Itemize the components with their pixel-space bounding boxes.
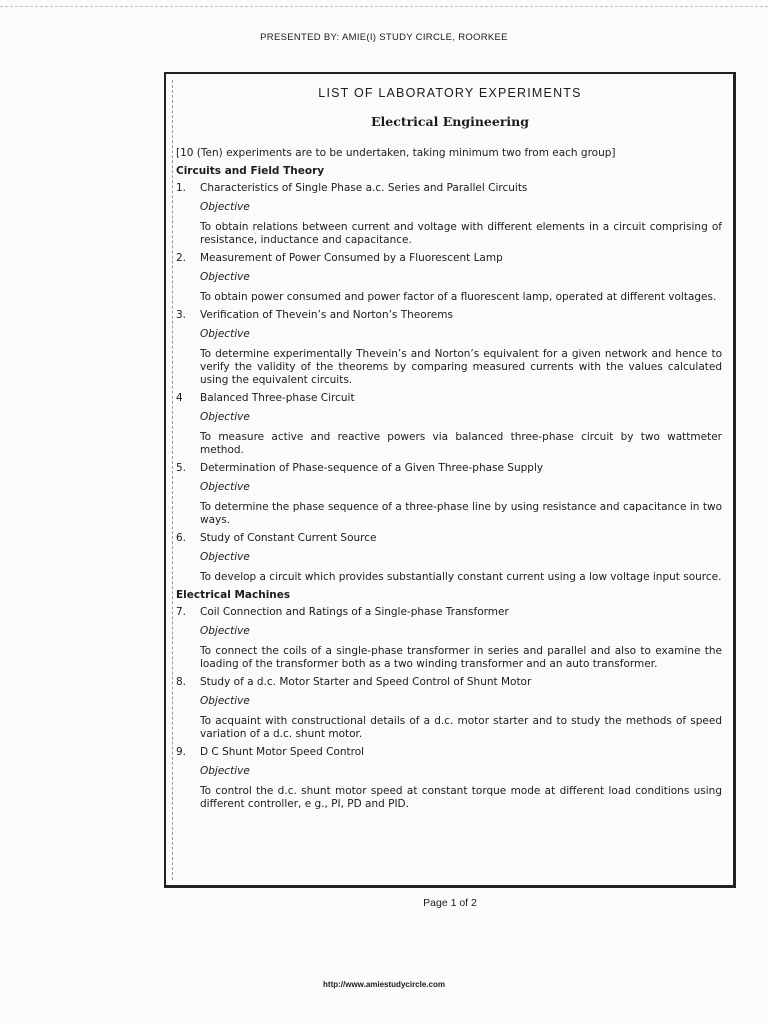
scan-edge-line <box>0 6 768 7</box>
item-title: Balanced Three-phase Circuit <box>200 392 355 404</box>
experiment-item <box>176 182 722 247</box>
experiment-item <box>176 746 722 811</box>
item-title: Determination of Phase-sequence of a Given Three-phase Supply <box>200 462 544 474</box>
objective-label: Objective <box>200 271 250 283</box>
item-number: 3. <box>176 309 187 321</box>
objective-label: Objective <box>200 695 250 707</box>
experiment-item <box>176 309 722 387</box>
experiment-item <box>176 532 722 584</box>
item-title: Characteristics of Single Phase a.c. Series and Parallel Circuits <box>200 182 528 194</box>
document-title: LIST OF LABORATORY EXPERIMENTS <box>318 86 582 100</box>
item-title: Measurement of Power Consumed by a Fluorescent Lamp <box>200 252 503 264</box>
item-number: 7. <box>176 606 187 618</box>
group-heading: Electrical Machines <box>176 589 291 601</box>
objective-label: Objective <box>200 201 250 213</box>
objective-text: To control the d.c. shunt motor speed at constant torque mode at different load conditions using different controller, e g., PI, PD and PID. <box>200 785 722 810</box>
item-title: Study of a d.c. Motor Starter and Speed Control of Shunt Motor <box>200 676 532 688</box>
objective-text: To determine the phase sequence of a three-phase line by using resistance and capacitance in two ways. <box>200 501 722 526</box>
experiment-item <box>176 252 722 304</box>
group-machines <box>176 589 722 811</box>
objective-text: To develop a circuit which provides substantially constant current using a low voltage input source. <box>200 571 722 583</box>
footer-url: http://www.amiestudycircle.com <box>323 980 445 989</box>
item-number: 1. <box>176 182 187 194</box>
objective-label: Objective <box>200 411 250 423</box>
item-number: 4 <box>176 392 183 404</box>
item-title: D C Shunt Motor Speed Control <box>200 746 365 758</box>
page-number: Page 1 of 2 <box>423 897 477 909</box>
objective-text: To determine experimentally Thevein’s and Norton’s equivalent for a given network and hence to verify the validity of the theorems by comparing measured currents with the values calculated using the equivalent circuits. <box>200 348 722 386</box>
experiment-item <box>176 392 722 457</box>
item-number: 9. <box>176 746 187 758</box>
presented-by-header: PRESENTED BY: AMIE(I) STUDY CIRCLE, ROORKEE <box>260 32 508 43</box>
objective-label: Objective <box>200 765 250 777</box>
item-title: Coil Connection and Ratings of a Single-phase Transformer <box>200 606 509 618</box>
item-number: 5. <box>176 462 187 474</box>
objective-label: Objective <box>200 551 250 563</box>
objective-text: To connect the coils of a single-phase transformer in series and parallel and also to examine the loading of the transformer both as a two winding transformer and an auto transformer. <box>200 645 722 670</box>
objective-text: To obtain relations between current and voltage with different elements in a circuit comprising of resistance, inductance and capacitance. <box>200 221 722 246</box>
item-title: Study of Constant Current Source <box>200 532 377 544</box>
item-title: Verification of Thevein’s and Norton’s Theorems <box>200 309 453 321</box>
item-number: 8. <box>176 676 187 688</box>
objective-text: To obtain power consumed and power factor of a fluorescent lamp, operated at different voltages. <box>200 291 717 303</box>
document-subtitle: Electrical Engineering <box>370 114 530 129</box>
group-heading: Circuits and Field Theory <box>176 165 325 177</box>
item-number: 6. <box>176 532 187 544</box>
experiment-item <box>176 462 722 527</box>
objective-text: To acquaint with constructional details of a d.c. motor starter and to study the methods of speed variation of a d.c. shunt motor. <box>200 715 722 740</box>
objective-label: Objective <box>200 481 250 493</box>
intro-text: [10 (Ten) experiments are to be undertaken, taking minimum two from each group] <box>176 147 616 159</box>
group-circuits <box>176 165 722 584</box>
experiment-list <box>176 147 722 816</box>
objective-label: Objective <box>200 625 250 637</box>
experiment-item <box>176 606 722 671</box>
objective-label: Objective <box>200 328 250 340</box>
experiment-item <box>176 676 722 741</box>
objective-text: To measure active and reactive powers via balanced three-phase circuit by two wattmeter method. <box>200 431 722 456</box>
item-number: 2. <box>176 252 187 264</box>
